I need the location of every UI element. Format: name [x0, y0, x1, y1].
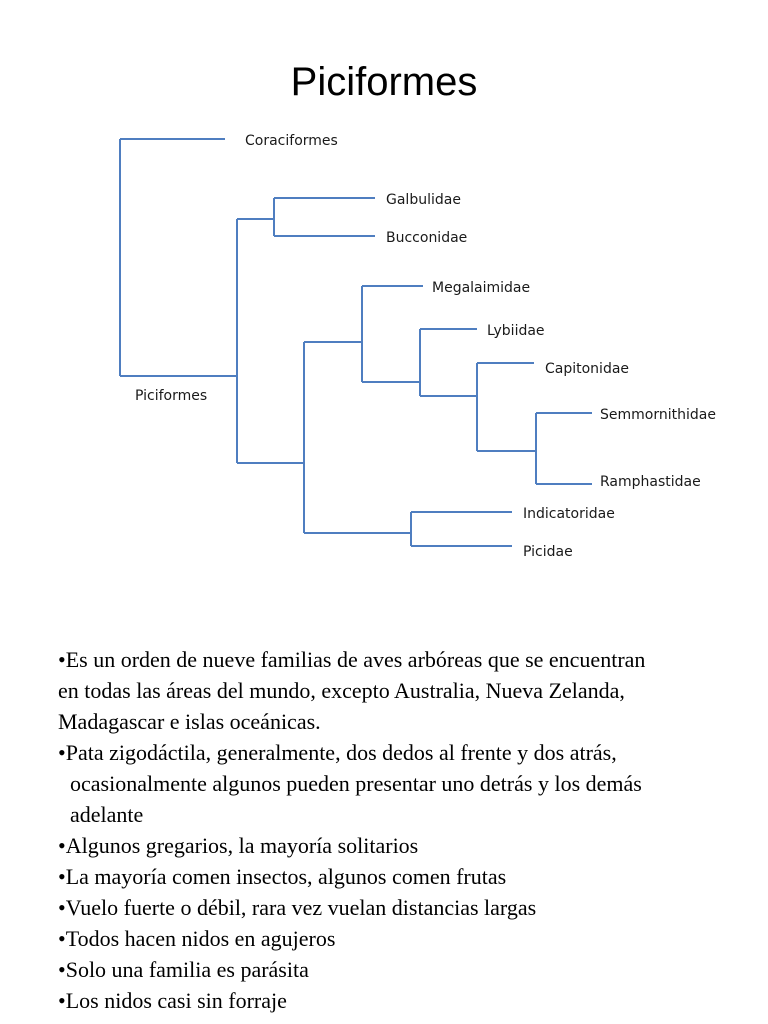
leaf-label-picidae: Picidae: [523, 544, 573, 560]
leaf-label-bucconidae: Bucconidae: [386, 230, 468, 246]
text-line: •Vuelo fuerte o débil, rara vez vuelan distancias largas: [58, 895, 537, 920]
leaf-label-lybiidae: Lybiidae: [487, 323, 545, 339]
leaf-label-coraciformes: Coraciformes: [245, 133, 338, 149]
leaf-label-megalaimidae: Megalaimidae: [432, 280, 531, 296]
text-line: adelante: [70, 802, 144, 827]
text-line: •Todos hacen nidos en agujeros: [58, 926, 336, 951]
node-label-piciformes: Piciformes: [135, 388, 208, 404]
description-text: [58, 644, 758, 1016]
text-line: ocasionalmente algunos pueden presentar uno detrás y los demás: [70, 771, 642, 796]
leaf-label-semnornithidae: Semmornithidae: [600, 407, 716, 423]
text-line: •Solo una familia es parásita: [58, 957, 309, 982]
slide-title: Piciformes: [290, 60, 478, 104]
text-line: •Los nidos casi sin forraje: [58, 988, 287, 1013]
text-line: en todas las áreas del mundo, excepto Australia, Nueva Zelanda,: [58, 678, 625, 703]
text-line: Madagascar e islas oceánicas.: [58, 709, 321, 734]
leaf-label-ramphastidae: Ramphastidae: [600, 474, 701, 490]
leaf-label-indicatoridae: Indicatoridae: [523, 506, 615, 522]
leaf-label-capitonidae: Capitonidae: [545, 361, 630, 377]
leaf-label-galbulidae: Galbulidae: [386, 192, 461, 208]
text-line: •Algunos gregarios, la mayoría solitarios: [58, 833, 419, 858]
text-line: •Es un orden de nueve familias de aves arbóreas que se encuentran: [58, 647, 646, 672]
text-line: •La mayoría comen insectos, algunos comen frutas: [58, 864, 507, 889]
text-line: •Pata zigodáctila, generalmente, dos dedos al frente y dos atrás,: [58, 740, 617, 765]
